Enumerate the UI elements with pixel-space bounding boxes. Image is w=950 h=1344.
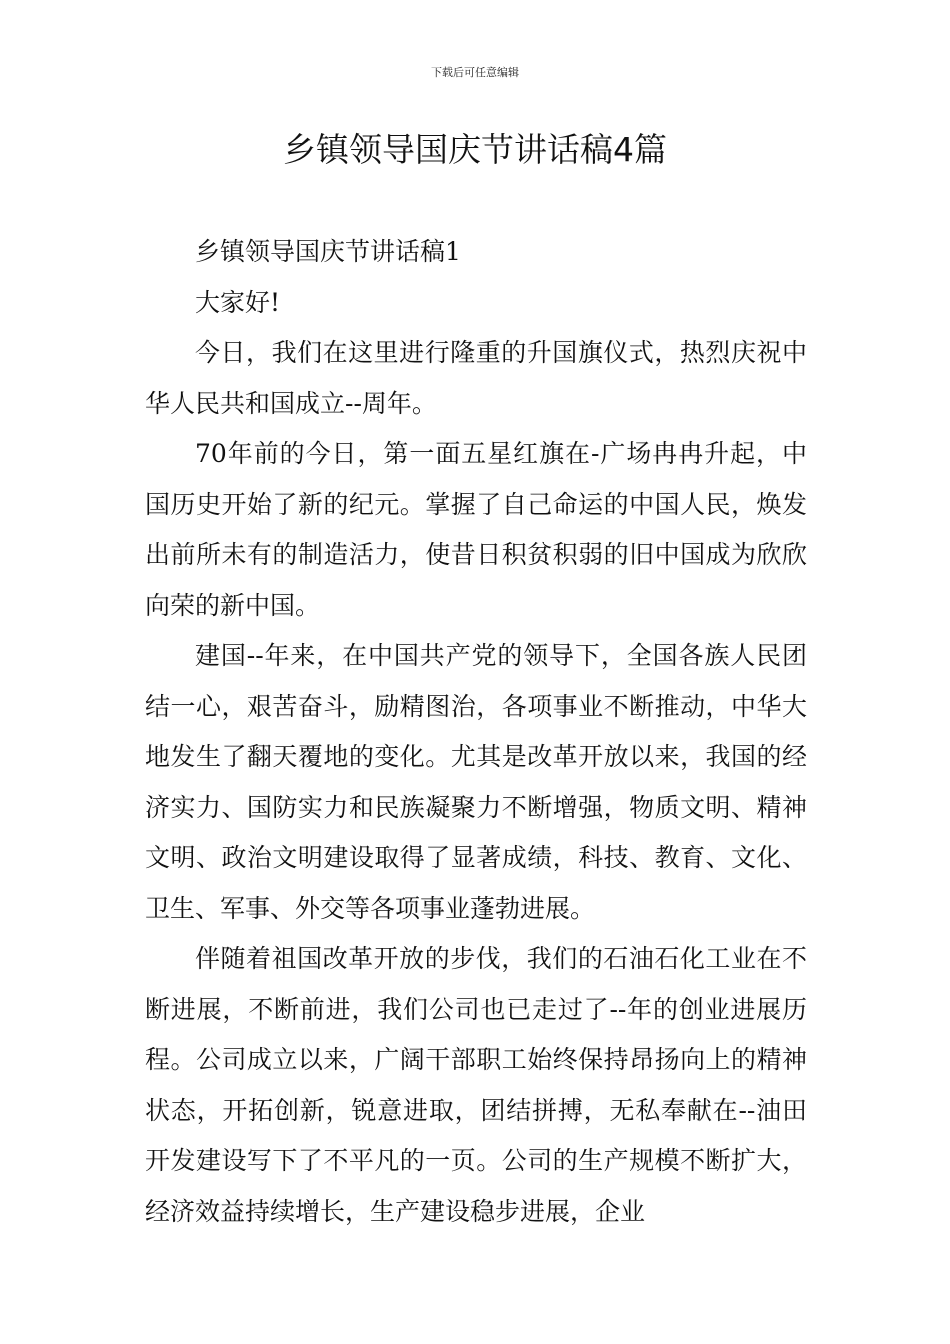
greeting-paragraph: 大家好!	[195, 287, 281, 317]
body-paragraph: 今日，我们在这里进行隆重的升国旗仪式，热烈庆祝中华人民共和国成立--周年。	[145, 338, 807, 418]
body-paragraph: 伴随着祖国改革开放的步伐，我们的石油石化工业在不断进展，不断前进，我们公司也已走过了--年的创业进展历程。公司成立以来，广阔干部职工始终保持昂扬向上的精神状态，开拓创新，锐意进取，团结拼搏，无私奉献在--油田开发建设写下了不平凡的一页。公司的生产规模不断扩大，经济效益持续增长，生产建设稳步进展，企业	[145, 944, 807, 1226]
body-paragraph: 70年前的今日，第一面五星红旗在-广场冉冉升起，中国历史开始了新的纪元。掌握了自己命运的中国人民，焕发出前所未有的制造活力，使昔日积贫积弱的旧中国成为欣欣向荣的新中国。	[145, 439, 807, 620]
section-heading: 乡镇领导国庆节讲话稿1	[195, 237, 461, 266]
body-paragraph: 建国--年来，在中国共产党的领导下，全国各族人民团结一心，艰苦奋斗，励精图治，各项事业不断推动，中华大地发生了翻天覆地的变化。尤其是改革开放以来，我国的经济实力、国防实力和民族凝聚力不断增强，物质文明、精神文明、政治文明建设取得了显著成绩，科技、教育、文化、卫生、军事、外交等各项事业蓬勃进展。	[145, 641, 807, 923]
document-body	[145, 227, 807, 1237]
header-note: 下载后可任意编辑	[431, 66, 519, 79]
document-title: 乡镇领导国庆节讲话稿4篇	[283, 130, 667, 169]
